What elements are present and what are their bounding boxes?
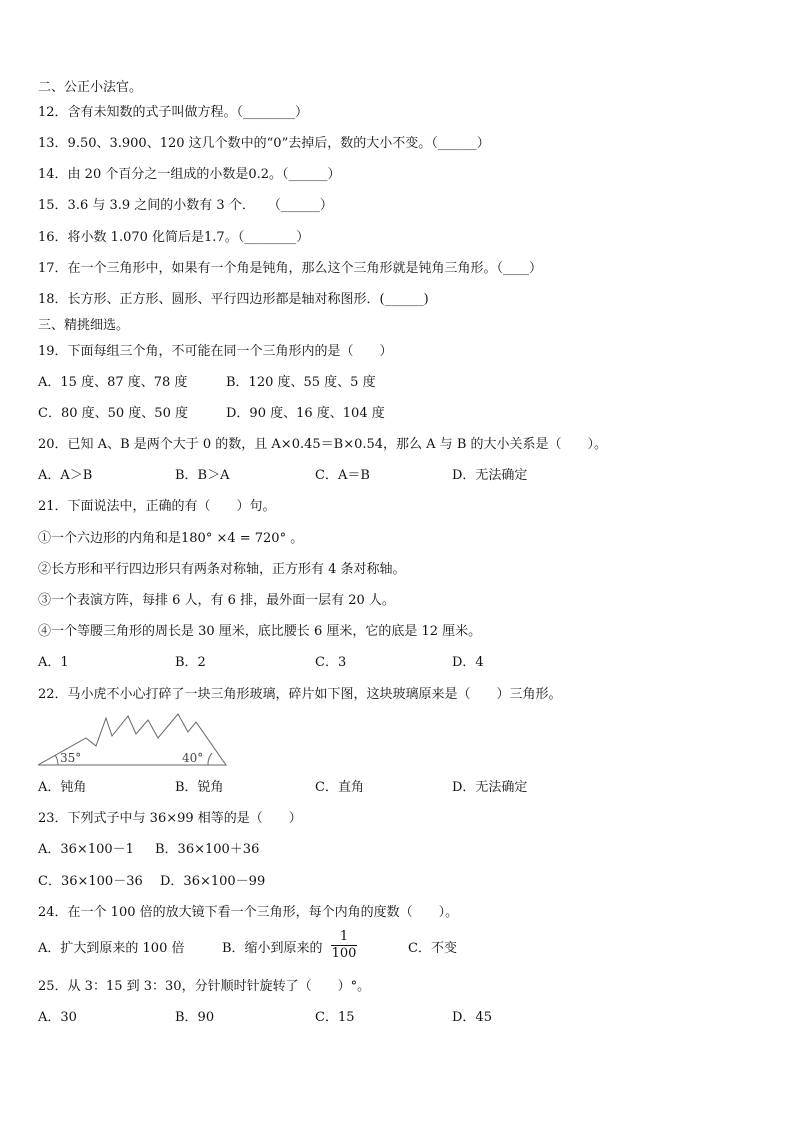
question-24-stem: 24．在一个 100 倍的放大镜下看一个三角形，每个内角的度数（ ）。 bbox=[38, 905, 459, 920]
q21-option-d: D．4 bbox=[452, 655, 484, 670]
q23-option-a: A．36×100－1 bbox=[38, 842, 134, 857]
angle-label-right: 40° bbox=[182, 751, 204, 765]
question-18: 18．长方形、正方形、圆形、平行四边形都是轴对称图形．(______) bbox=[38, 292, 429, 307]
q25-option-c: C．15 bbox=[315, 1010, 355, 1025]
q23-option-b: B．36×100＋36 bbox=[155, 842, 260, 857]
q19-option-b: B．120 度、55 度、5 度 bbox=[226, 375, 376, 390]
q24-option-c: C．不变 bbox=[408, 941, 457, 956]
q23-option-c: C．36×100－36 bbox=[38, 874, 143, 889]
section-heading-choice: 三、精挑细选。 bbox=[38, 318, 130, 333]
q21-statement-2: ②长方形和平行四边形只有两条对称轴，正方形有 4 条对称轴。 bbox=[38, 562, 406, 577]
q19-option-c: C．80 度、50 度、50 度 bbox=[38, 406, 188, 421]
q22-option-b: B．锐角 bbox=[175, 780, 224, 795]
q24-option-a: A．扩大到原来的 100 倍 bbox=[38, 941, 185, 956]
question-20-stem: 20．已知 A、B 是两个大于 0 的数，且 A×0.45＝B×0.54，那么 A 与 B 的大小关系是（ ）。 bbox=[38, 437, 608, 452]
q25-option-b: B．90 bbox=[175, 1010, 215, 1025]
q25-option-a: A．30 bbox=[38, 1010, 77, 1025]
question-23-stem: 23．下列式子中与 36×99 相等的是（ ） bbox=[38, 811, 302, 826]
q21-statement-4: ④一个等腰三角形的周长是 30 厘米，底比腰长 6 厘米，它的底是 12 厘米。 bbox=[38, 624, 482, 639]
fraction-numerator: 1 bbox=[339, 929, 349, 944]
question-19-stem: 19．下面每组三个角，不可能在同一个三角形内的是（ ） bbox=[38, 344, 393, 359]
q23-option-d: D．36×100－99 bbox=[160, 874, 266, 889]
q25-option-d: D．45 bbox=[452, 1010, 492, 1025]
q24-option-b: B．缩小到原来的 bbox=[222, 941, 323, 956]
q20-option-c: C．A＝B bbox=[315, 468, 370, 483]
section-heading-judgement: 二、公正小法官。 bbox=[38, 80, 143, 95]
angle-arc-right bbox=[208, 753, 212, 765]
question-25-stem: 25．从 3：15 到 3：30，分针顺时针旋转了（ ）°。 bbox=[38, 979, 371, 994]
q21-option-b: B．2 bbox=[175, 655, 206, 670]
q22-option-a: A．钝角 bbox=[38, 780, 87, 795]
question-14: 14．由 20 个百分之一组成的小数是0.2。（______） bbox=[38, 167, 341, 182]
question-16: 16．将小数 1.070 化简后是1.7。（________） bbox=[38, 230, 310, 245]
q19-option-a: A．15 度、87 度、78 度 bbox=[38, 375, 188, 390]
q21-option-c: C．3 bbox=[315, 655, 347, 670]
question-21-stem: 21．下面说法中，正确的有（ ）句。 bbox=[38, 499, 276, 514]
q24-option-b-fraction bbox=[331, 930, 357, 961]
fraction-denominator: 100 bbox=[331, 946, 357, 961]
q21-statement-1: ①一个六边形的内角和是180° ×4 = 720° 。 bbox=[38, 531, 304, 546]
q19-option-d: D．90 度、16 度、104 度 bbox=[226, 406, 385, 421]
q20-option-b: B．B＞A bbox=[175, 468, 230, 483]
q21-statement-3: ③一个表演方阵，每排 6 人，有 6 排，最外面一层有 20 人。 bbox=[38, 593, 395, 608]
angle-label-left: 35° bbox=[60, 751, 82, 765]
q20-option-d: D．无法确定 bbox=[452, 468, 528, 483]
q20-option-a: A．A＞B bbox=[38, 468, 93, 483]
question-13: 13．9.50、3.900、120 这几个数中的“0”去掉后，数的大小不变。（______） bbox=[38, 136, 490, 151]
question-15: 15．3.6 与 3.9 之间的小数有 3 个． （______） bbox=[38, 198, 333, 213]
question-12: 12．含有未知数的式子叫做方程。（________） bbox=[38, 105, 309, 120]
question-22-stem: 22．马小虎不小心打碎了一块三角形玻璃，碎片如下图，这块玻璃原来是（ ）三角形。 bbox=[38, 687, 562, 702]
q21-option-a: A．1 bbox=[38, 655, 69, 670]
q22-option-d: D．无法确定 bbox=[452, 780, 528, 795]
broken-glass-triangle-figure bbox=[36, 712, 230, 768]
angle-arc-left bbox=[56, 756, 59, 766]
q22-option-c: C．直角 bbox=[315, 780, 364, 795]
question-17: 17．在一个三角形中，如果有一个角是钝角，那么这个三角形就是钝角三角形。（____） bbox=[38, 261, 543, 276]
